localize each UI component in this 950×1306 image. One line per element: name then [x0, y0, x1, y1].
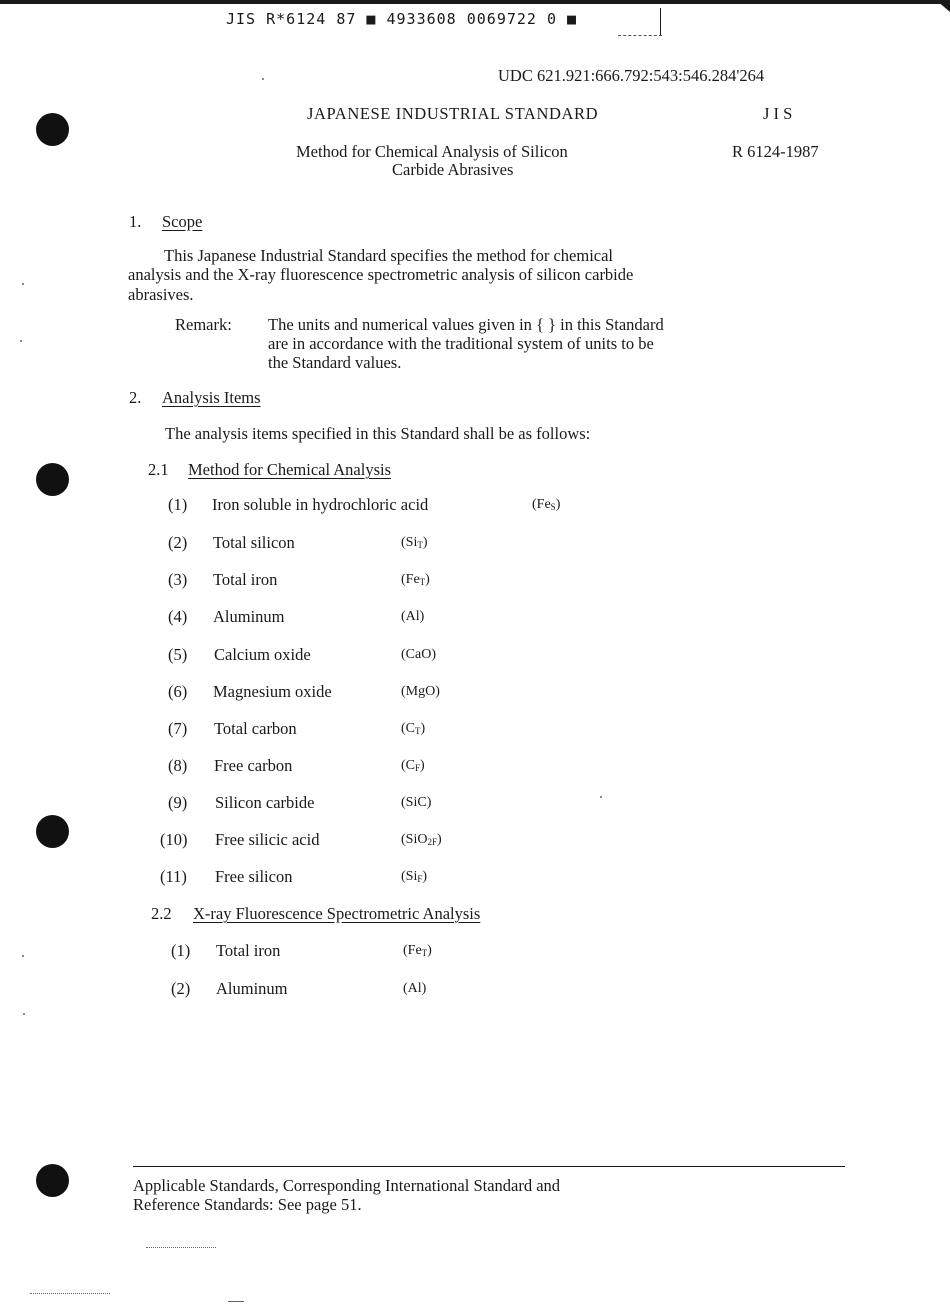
scan-speck [600, 796, 602, 798]
list-item-name: Total silicon [213, 533, 295, 552]
list-item-number: (2) [171, 979, 191, 998]
list-item-name: Aluminum [213, 607, 285, 626]
remark-line: The units and numerical values given in { } in this Standard [268, 315, 664, 334]
binder-hole [36, 815, 69, 848]
binder-hole [36, 113, 69, 146]
scan-speck [22, 955, 24, 957]
remark-line: the Standard values. [268, 353, 402, 372]
list-item-number: (10) [160, 830, 188, 849]
udc-number: UDC 621.921:666.792:543:546.284'264 [498, 66, 765, 85]
scan-dots [228, 1301, 244, 1302]
list-item-number: (2) [168, 533, 188, 552]
scan-speck [23, 1013, 25, 1015]
section-number: 1. [129, 212, 142, 231]
chemical-symbol: (SiC) [401, 795, 432, 810]
header-bracket [660, 8, 664, 36]
remark-line: are in accordance with the traditional system of units to be [268, 334, 654, 353]
chemical-symbol: $(C_F)$ [401, 758, 425, 773]
scope-paragraph-line: This Japanese Industrial Standard specifies the method for chemical [164, 246, 614, 265]
scan-corner-mark [936, 0, 950, 12]
chemical-symbol: (Al) [403, 981, 427, 996]
list-item-name: Total iron [213, 570, 278, 589]
document-title-line2: Carbide Abrasives [392, 160, 514, 179]
list-item-number: (11) [160, 867, 187, 886]
list-item-name: Iron soluble in hydrochloric acid [212, 495, 429, 514]
subsection-number: 2.2 [151, 904, 172, 923]
footer-line: Reference Standards: See page 51. [133, 1195, 362, 1214]
list-item-number: (7) [168, 719, 188, 738]
list-item-number: (3) [168, 570, 188, 589]
list-item-number: (9) [168, 793, 188, 812]
binder-hole [36, 1164, 69, 1197]
scan-dots [30, 1293, 110, 1294]
chemical-symbol: $(Fe_T)$ [401, 572, 430, 587]
scan-dots [146, 1247, 216, 1248]
list-item-number: (8) [168, 756, 188, 775]
scan-speck [262, 78, 264, 80]
scope-paragraph-line: abrasives. [128, 285, 194, 304]
chemical-symbol: $(Si_F)$ [401, 869, 428, 884]
list-item-number: (1) [168, 495, 188, 514]
list-item-number: (6) [168, 682, 188, 701]
chemical-symbol: $(Si_T)$ [401, 535, 428, 550]
standard-organization: JAPANESE INDUSTRIAL STANDARD [307, 104, 599, 123]
scan-speck [20, 340, 22, 342]
subsection-heading-xray: X-ray Fluorescence Spectrometric Analysis [193, 904, 481, 923]
footer-divider [133, 1166, 845, 1167]
chemical-symbol: $(Fe_S)$ [532, 497, 561, 512]
list-item-name: Calcium oxide [214, 645, 311, 664]
chemical-symbol: (Al) [401, 609, 425, 624]
section-number: 2. [129, 388, 142, 407]
document-title-line1: Method for Chemical Analysis of Silicon [296, 142, 568, 161]
section-heading-scope: Scope [162, 212, 203, 231]
remark-label: Remark: [175, 315, 232, 334]
jis-label: J I S [763, 104, 793, 123]
binder-hole [36, 463, 69, 496]
chemical-symbol: (CaO) [401, 647, 436, 662]
analysis-intro: The analysis items specified in this Standard shall be as follows: [165, 424, 591, 443]
list-item-name: Total carbon [214, 719, 297, 738]
list-item-name: Free silicon [215, 867, 293, 886]
list-item-number: (5) [168, 645, 188, 664]
scan-top-edge [0, 0, 950, 4]
list-item-name: Free silicic acid [215, 830, 320, 849]
header-underline [618, 35, 662, 36]
subsection-heading-chemical: Method for Chemical Analysis [188, 460, 392, 479]
list-item-number: (1) [171, 941, 191, 960]
chemical-symbol: (SiO$_{2F}$) [401, 832, 442, 847]
scope-paragraph-line: analysis and the X-ray fluorescence spectrometric analysis of silicon carbide [128, 265, 634, 284]
subsection-number: 2.1 [148, 460, 169, 479]
list-item-number: (4) [168, 607, 188, 626]
section-heading-analysis-items: Analysis Items [162, 388, 261, 407]
list-item-name: Magnesium oxide [213, 682, 332, 701]
list-item-name: Silicon carbide [215, 793, 315, 812]
document-code: JIS R*6124 87 ■ 4933608 0069722 0 ■ [226, 10, 578, 28]
footer-line: Applicable Standards, Corresponding International Standard and [133, 1176, 561, 1195]
chemical-symbol: (MgO) [401, 684, 440, 699]
list-item-name: Total iron [216, 941, 281, 960]
footer-note [133, 1176, 560, 1214]
chemical-symbol: $(C_T)$ [401, 721, 426, 736]
standard-number: R 6124-1987 [732, 142, 819, 161]
chemical-symbol: $(Fe_T)$ [403, 943, 432, 958]
list-item-name: Aluminum [216, 979, 288, 998]
scan-speck [22, 283, 24, 285]
list-item-name: Free carbon [214, 756, 293, 775]
